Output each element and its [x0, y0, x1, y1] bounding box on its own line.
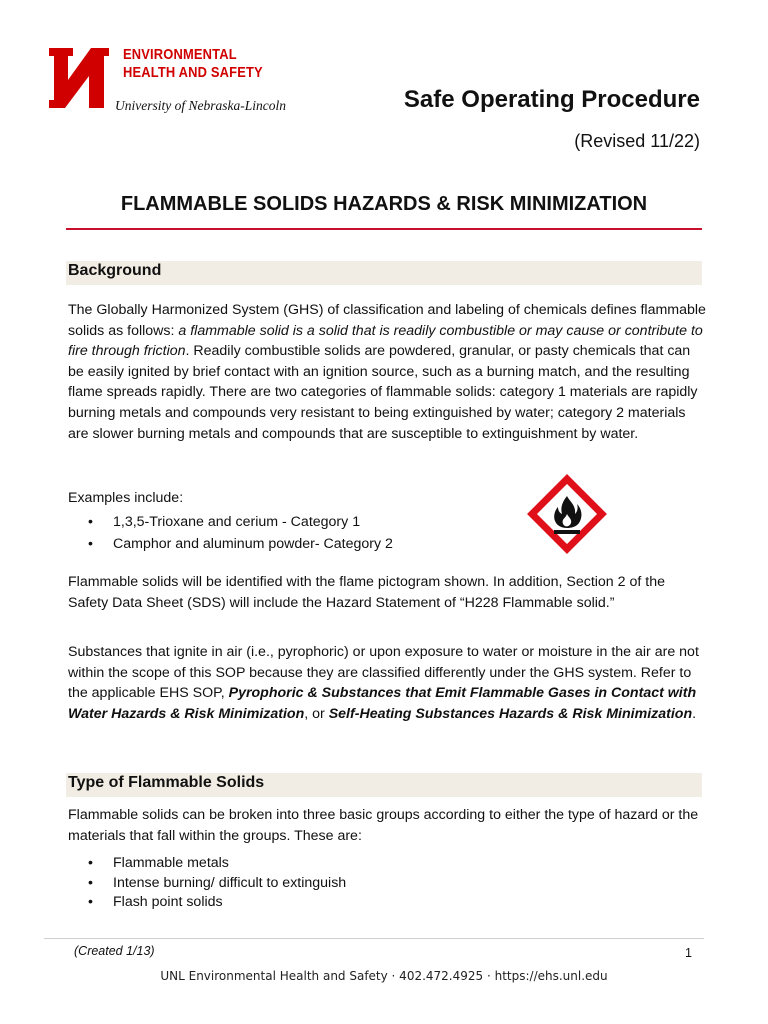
pyrophoric-sop-reference: Pyrophoric & Substances that Emit Flammable Gases in Contact with Water Hazards & Risk Minimization: [68, 685, 697, 722]
logo-university-name: University of Nebraska-Lincoln: [115, 98, 286, 113]
types-intro: Flammable solids can be broken into three basic groups according to either the type of hazard or the materials that fall within the groups. These are:: [68, 807, 699, 844]
self-heating-sop-reference: Self-Heating Substances Hazards & Risk Minimization: [328, 705, 693, 722]
examples-intro: Examples include:: [68, 490, 184, 506]
revision-date: (Revised 11/22): [574, 131, 700, 151]
page-number: 1: [685, 946, 692, 960]
footer-divider: [44, 938, 704, 939]
footer-contact: UNL Environmental Health and Safety · 402.472.4925 · https://ehs.unl.edu: [160, 969, 608, 983]
logo-line-health-safety: HEALTH AND SAFETY: [123, 64, 263, 81]
list-item: • Camphor and aluminum powder- Category 2: [88, 533, 508, 555]
list-item: • Flash point solids: [88, 893, 508, 913]
ghs-flame-pictogram-icon: [527, 474, 607, 554]
created-date: (Created 1/13): [74, 944, 155, 958]
scope-text-or: , or: [304, 705, 329, 722]
examples-list: [88, 511, 508, 555]
document-title: FLAMMABLE SOLIDS HAZARDS & RISK MINIMIZATION: [120, 193, 648, 215]
scope-paragraph: [68, 642, 708, 724]
pictogram-paragraph: Flammable solids will be identified with the flame pictogram shown. In addition, Section 2 of the Safety Data Sheet (SDS) will include the Hazard Statement of “H228 Flammable solid.”: [68, 574, 665, 611]
scope-text: Substances that ignite in air (i.e., pyrophoric) or upon exposure to water or moisture in the air are not within the scope of this SOP because they are classified differently under the GHS system. Refer to the applicable EHS SOP,: [68, 644, 699, 702]
definition-text: a flammable solid is a solid that is readily combustible or may cause or contribute to fire through friction: [68, 322, 703, 360]
background-text-rest: . Readily combustible solids are powdered, granular, or pasty chemicals that can be easily ignited by brief contact with an ignition source, such as a burning match, and the resulting flame spreads rapidly. There are two categories of flammable solids: category 1 materials are rapidly burning metals and compounds very resistant to being extinguished by water; category 2 materials are slower burning metals and compounds that are susceptible to extinguishment by water.: [68, 343, 698, 442]
background-paragraph: [68, 300, 708, 444]
section-heading-background: Background: [66, 261, 702, 285]
nebraska-n-icon: [47, 46, 111, 110]
list-item: • Intense burning/ difficult to extinguish: [88, 874, 508, 894]
ehs-logo: [47, 44, 317, 116]
sop-title: Safe Operating Procedure: [403, 86, 700, 113]
section-heading-types: Type of Flammable Solids: [66, 773, 702, 797]
list-item: • 1,3,5-Trioxane and cerium - Category 1: [88, 511, 508, 533]
title-divider: [66, 228, 702, 230]
background-text-intro: The Globally Harmonized System (GHS) of classification and labeling of chemicals defines flammable solids as follows:: [68, 302, 706, 339]
logo-line-environmental: ENVIRONMENTAL: [123, 46, 237, 63]
types-list: [88, 854, 508, 913]
scope-text-end: .: [692, 705, 697, 722]
list-item: • Flammable metals: [88, 854, 508, 874]
